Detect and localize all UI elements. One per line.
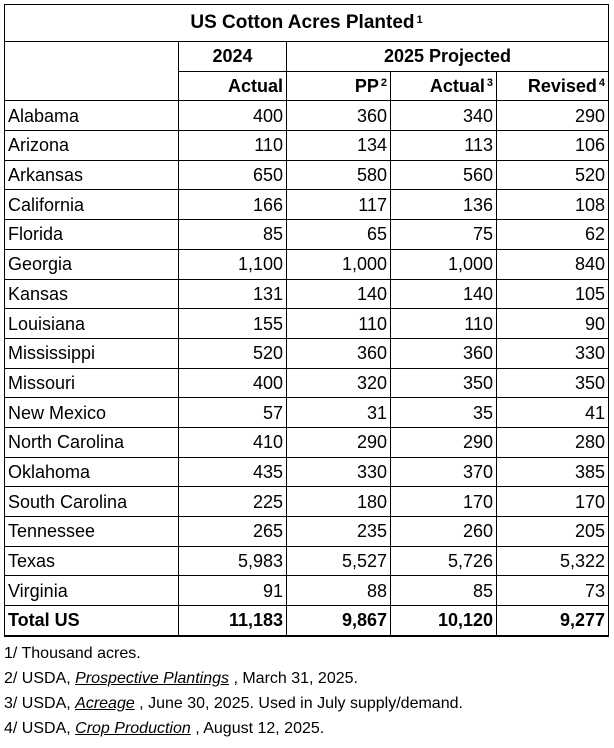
actual-2024-cell: 131	[179, 279, 287, 309]
pp-cell: 180	[287, 487, 391, 517]
table-row	[5, 220, 609, 250]
table-row	[5, 368, 609, 398]
pp-cell: 290	[287, 427, 391, 457]
actual-2025-cell: 1,000	[391, 249, 497, 279]
state-name-cell: Oklahoma	[5, 457, 179, 487]
actual-2025-cell: 85	[391, 576, 497, 606]
state-name-cell: Texas	[5, 546, 179, 576]
revised-cell: 106	[497, 131, 609, 161]
table-row	[5, 398, 609, 428]
state-name-cell: Kansas	[5, 279, 179, 309]
state-name-cell: Missouri	[5, 368, 179, 398]
pp-cell: 360	[287, 101, 391, 131]
actual-2024-cell: 400	[179, 368, 287, 398]
pp-cell: 140	[287, 279, 391, 309]
table-row	[5, 517, 609, 547]
table-row	[5, 279, 609, 309]
revised-cell: 205	[497, 517, 609, 547]
table-row	[5, 338, 609, 368]
header-2025-projected: 2025 Projected	[287, 42, 609, 72]
total-row	[5, 606, 609, 636]
pp-cell: 235	[287, 517, 391, 547]
actual-2025-cell: 35	[391, 398, 497, 428]
state-name-cell: Alabama	[5, 101, 179, 131]
state-name-cell: North Carolina	[5, 427, 179, 457]
actual-2025-cell: 290	[391, 427, 497, 457]
footnote-3: 3/ USDA, Acreage , June 30, 2025. Used in July supply/demand.	[4, 694, 463, 712]
table-body	[5, 101, 609, 606]
total-label: Total US	[5, 606, 179, 636]
actual-2024-cell: 225	[179, 487, 287, 517]
header-blank	[5, 42, 179, 72]
cotton-acres-table	[4, 4, 609, 637]
state-name-cell: Florida	[5, 220, 179, 250]
pp-cell: 88	[287, 576, 391, 606]
revised-cell: 840	[497, 249, 609, 279]
actual-2025-cell: 5,726	[391, 546, 497, 576]
state-name-cell: Arkansas	[5, 160, 179, 190]
revised-cell: 5,322	[497, 546, 609, 576]
pp-cell: 134	[287, 131, 391, 161]
actual-2025-cell: 110	[391, 309, 497, 339]
actual-2024-cell: 91	[179, 576, 287, 606]
table-row	[5, 131, 609, 161]
pp-cell: 31	[287, 398, 391, 428]
header-blank-2	[5, 71, 179, 101]
header-revised: Revised $^4$	[497, 71, 609, 101]
state-name-cell: Virginia	[5, 576, 179, 606]
revised-cell: 520	[497, 160, 609, 190]
state-name-cell: Georgia	[5, 249, 179, 279]
pp-cell: 110	[287, 309, 391, 339]
pp-cell: 320	[287, 368, 391, 398]
actual-2024-cell: 400	[179, 101, 287, 131]
title-footnote: 1	[416, 14, 423, 26]
state-name-cell: New Mexico	[5, 398, 179, 428]
actual-2024-cell: 520	[179, 338, 287, 368]
table-row	[5, 309, 609, 339]
table-row	[5, 487, 609, 517]
revised-cell: 90	[497, 309, 609, 339]
actual-2025-cell: 140	[391, 279, 497, 309]
actual-2024-cell: 85	[179, 220, 287, 250]
total-pp: 9,867	[287, 606, 391, 636]
pp-cell: 117	[287, 190, 391, 220]
actual-2025-cell: 360	[391, 338, 497, 368]
actual-2024-cell: 166	[179, 190, 287, 220]
table-row	[5, 427, 609, 457]
revised-cell: 330	[497, 338, 609, 368]
actual-2025-cell: 113	[391, 131, 497, 161]
table-row	[5, 576, 609, 606]
actual-2024-cell: 435	[179, 457, 287, 487]
header-2024: 2024	[179, 42, 287, 72]
actual-2024-cell: 110	[179, 131, 287, 161]
pp-cell: 330	[287, 457, 391, 487]
table-row	[5, 249, 609, 279]
footnote-1: 1/ Thousand acres.	[4, 644, 141, 662]
state-name-cell: Mississippi	[5, 338, 179, 368]
revised-cell: 350	[497, 368, 609, 398]
actual-2025-cell: 370	[391, 457, 497, 487]
state-name-cell: Tennessee	[5, 517, 179, 547]
pp-cell: 5,527	[287, 546, 391, 576]
actual-2025-cell: 350	[391, 368, 497, 398]
actual-2024-cell: 5,983	[179, 546, 287, 576]
pp-cell: 360	[287, 338, 391, 368]
table-title: US Cotton Acres Planted $^1$	[5, 5, 609, 42]
revised-cell: 62	[497, 220, 609, 250]
table-row	[5, 101, 609, 131]
state-name-cell: Arizona	[5, 131, 179, 161]
header-actual-2024: Actual	[179, 71, 287, 101]
revised-cell: 385	[497, 457, 609, 487]
table-row	[5, 160, 609, 190]
actual-2024-cell: 410	[179, 427, 287, 457]
state-name-cell: Louisiana	[5, 309, 179, 339]
total-revised: 9,277	[497, 606, 609, 636]
table-row	[5, 546, 609, 576]
state-name-cell: California	[5, 190, 179, 220]
pp-cell: 1,000	[287, 249, 391, 279]
actual-2024-cell: 650	[179, 160, 287, 190]
revised-cell: 290	[497, 101, 609, 131]
table-row	[5, 457, 609, 487]
header-actual-2025: Actual $^3$	[391, 71, 497, 101]
actual-2025-cell: 340	[391, 101, 497, 131]
actual-2024-cell: 1,100	[179, 249, 287, 279]
pp-cell: 65	[287, 220, 391, 250]
revised-cell: 105	[497, 279, 609, 309]
actual-2025-cell: 170	[391, 487, 497, 517]
actual-2025-cell: 560	[391, 160, 497, 190]
header-pp: PP $^2$	[287, 71, 391, 101]
actual-2025-cell: 260	[391, 517, 497, 547]
revised-cell: 73	[497, 576, 609, 606]
actual-2025-cell: 75	[391, 220, 497, 250]
total-actual-2025: 10,120	[391, 606, 497, 636]
total-actual-2024: 11,183	[179, 606, 287, 636]
actual-2025-cell: 136	[391, 190, 497, 220]
revised-cell: 41	[497, 398, 609, 428]
cotton-acres-document	[4, 4, 608, 741]
revised-cell: 170	[497, 487, 609, 517]
actual-2024-cell: 265	[179, 517, 287, 547]
revised-cell: 280	[497, 427, 609, 457]
actual-2024-cell: 155	[179, 309, 287, 339]
pp-cell: 580	[287, 160, 391, 190]
state-name-cell: South Carolina	[5, 487, 179, 517]
actual-2024-cell: 57	[179, 398, 287, 428]
footnote-2: 2/ USDA, Prospective Plantings , March 31, 2025.	[4, 669, 358, 687]
footnote-4: 4/ USDA, Crop Production , August 12, 2025.	[4, 719, 325, 737]
revised-cell: 108	[497, 190, 609, 220]
table-row	[5, 190, 609, 220]
footnotes	[4, 641, 608, 741]
